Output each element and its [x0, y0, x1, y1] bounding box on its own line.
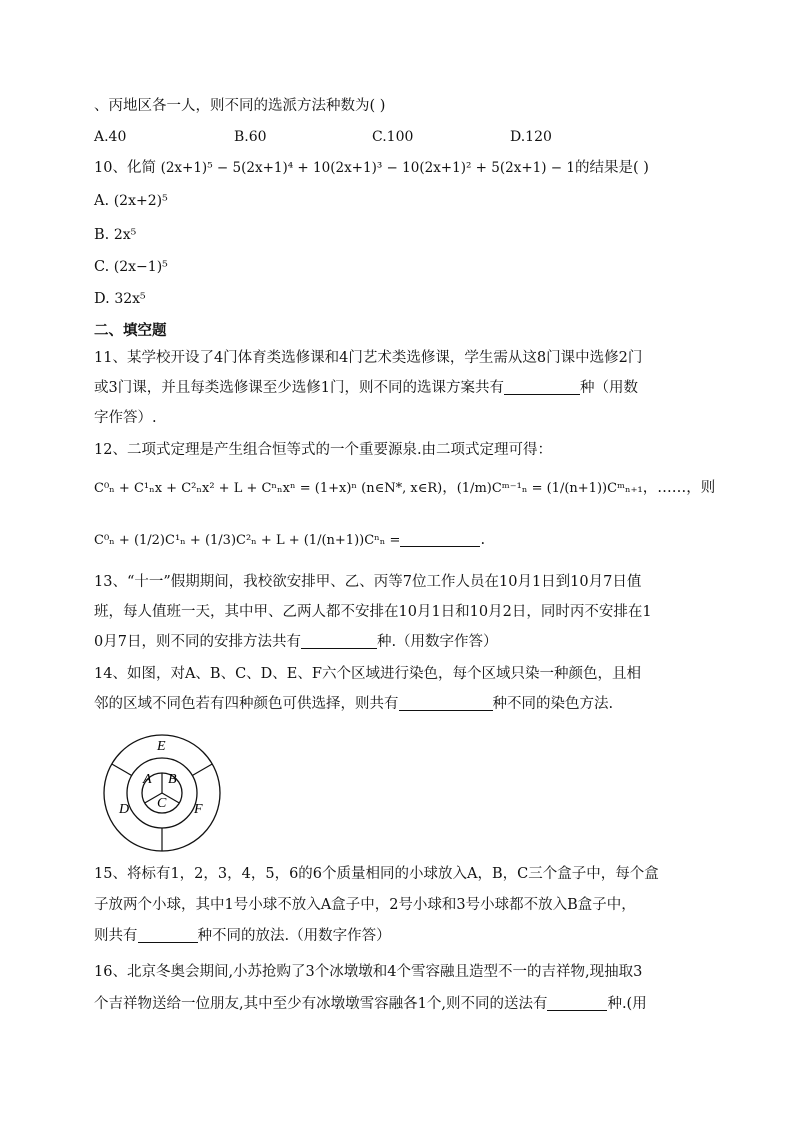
q9-option-c: C.100: [372, 129, 414, 145]
q11-line3: 字作答）.: [94, 410, 157, 426]
q12-question-expr: C⁰ₙ + (1/2)C¹ₙ + (1/3)C²ₙ + L + (1/(n+1))Cⁿₙ =: [94, 533, 401, 548]
q14-line2: [94, 694, 613, 714]
q13-line3: [94, 632, 498, 652]
q11-answer-blank[interactable]: [504, 380, 580, 395]
q11-line2: [94, 378, 638, 398]
q14-line1: 14、如图，对A、B、C、D、E、F六个区域进行染色，每个区域只染一种颜色，且相: [94, 666, 641, 682]
region-label-f: F: [194, 802, 203, 817]
q16-answer-blank[interactable]: [547, 996, 607, 1011]
q16-line1: 16、北京冬奥会期间,小苏抢购了3个冰墩墩和4个雪容融且造型不一的吉祥物,现抽取3: [94, 964, 643, 980]
q10-suffix: 的结果是( ): [575, 160, 649, 176]
q14-region-diagram: [100, 733, 230, 853]
q14-line2-pre: 邻的区域不同色若有四种颜色可供选择，则共有: [94, 696, 399, 712]
q9-option-a: A.40: [94, 129, 127, 145]
q12-line1: 12、二项式定理是产生组合恒等式的一个重要源泉.由二项式定理可得：: [94, 442, 553, 458]
q10-expression: (2x+1)⁵ − 5(2x+1)⁴ + 10(2x+1)³ − 10(2x+1)² + 5(2x+1) − 1: [160, 160, 575, 176]
q10-stem: [94, 158, 649, 178]
q13-answer-blank[interactable]: [301, 634, 377, 649]
section-heading-fill-in: 二、填空题: [94, 323, 167, 339]
q13-line2: 班，每人值班一天，其中甲、乙两人都不安排在10月1日和10月2日，同时丙不安排在1: [94, 604, 652, 620]
q13-line3-post: 种.（用数字作答）: [376, 634, 498, 650]
outer-divider-left: [112, 764, 132, 776]
q12-ellipsis: ，……，则: [642, 480, 716, 496]
q15-answer-blank[interactable]: [138, 928, 198, 943]
q10-option-c-expr: (2x−1)⁵: [113, 259, 168, 275]
q14-line2-post: 种不同的染色方法.: [492, 696, 614, 712]
q10-option-b: [94, 225, 136, 245]
region-label-d: D: [119, 802, 130, 817]
q10-option-a-label: A.: [94, 193, 110, 209]
q11-line2-post: 种（用数: [579, 380, 638, 396]
q15-line3: [94, 926, 391, 946]
q10-option-d-expr: 32x⁵: [114, 291, 146, 307]
q12-identity1: C⁰ₙ + C¹ₙx + C²ₙx² + L + Cⁿₙxⁿ = (1+x)ⁿ (n∈N*, x∈R): [94, 481, 443, 496]
q10-option-a-expr: (2x+2)⁵: [113, 193, 168, 209]
q10-option-d-label: D.: [94, 291, 110, 307]
q16-line2: [94, 994, 647, 1014]
q11-line1: 11、某学校开设了4门体育类选修课和4门艺术类选修课，学生需从这8门课中选修2门: [94, 350, 643, 366]
q10-option-d: [94, 289, 146, 309]
q13-line3-pre: 0月7日，则不同的安排方法共有: [94, 634, 301, 650]
q15-line1: 15、将标有1，2，3，4，5，6的6个质量相同的小球放入A，B，C三个盒子中，每个盒: [94, 866, 659, 882]
q9-option-d: D.120: [510, 129, 552, 145]
q10-number: 10、化简: [94, 160, 156, 176]
q15-line3-pre: 则共有: [94, 928, 138, 944]
q11-line2-pre: 或3门课，并且每类选修课至少选修1门，则不同的选课方案共有: [94, 380, 504, 396]
q15-line2: 子放两个小球，其中1号小球不放入A盒子中，2号小球和3号小球都不放入B盒子中，: [94, 897, 636, 913]
outer-divider-right: [192, 764, 212, 776]
q14-answer-blank[interactable]: [399, 696, 493, 711]
q16-line2-post: 种.(用: [607, 996, 647, 1012]
q10-option-a: [94, 191, 168, 211]
region-label-e: E: [157, 739, 166, 754]
q13-line1: 13、“十一”假期期间，我校欲安排甲、乙、丙等7位工作人员在10月1日到10月7日值: [94, 574, 642, 590]
q16-line2-pre: 个吉祥物送给一位朋友,其中至少有冰墩墩雪容融各1个,则不同的送法有: [94, 996, 548, 1012]
q12-identities: C⁰ₙ + C¹ₙx + C²ₙx² + L + Cⁿₙxⁿ = (1+x)ⁿ (n∈N*, x∈R)，(1/m)Cᵐ⁻¹ₙ = (1/(n+1))Cᵐₙ₊₁，……，则: [94, 480, 716, 496]
q10-option-c-label: C.: [94, 259, 110, 275]
q10-option-b-label: B.: [94, 227, 110, 243]
region-label-a: A: [143, 772, 152, 787]
q12-question: C⁰ₙ + (1/2)C¹ₙ + (1/3)C²ₙ + L + (1/(n+1))Cⁿₙ = .: [94, 532, 486, 548]
q9-option-b: B.60: [234, 129, 267, 145]
q15-line3-post: 种不同的放法.（用数字作答）: [197, 928, 391, 944]
q12-identity2: (1/m)Cᵐ⁻¹ₙ = (1/(n+1))Cᵐₙ₊₁: [456, 481, 643, 496]
region-label-b: B: [168, 772, 177, 787]
q9-tail-text: 、丙地区各一人，则不同的选派方法种数为( ): [94, 98, 386, 114]
q10-option-b-expr: 2x⁵: [113, 227, 137, 243]
q10-option-c: [94, 257, 168, 277]
region-label-c: C: [157, 796, 167, 811]
q12-answer-blank[interactable]: [400, 532, 480, 547]
